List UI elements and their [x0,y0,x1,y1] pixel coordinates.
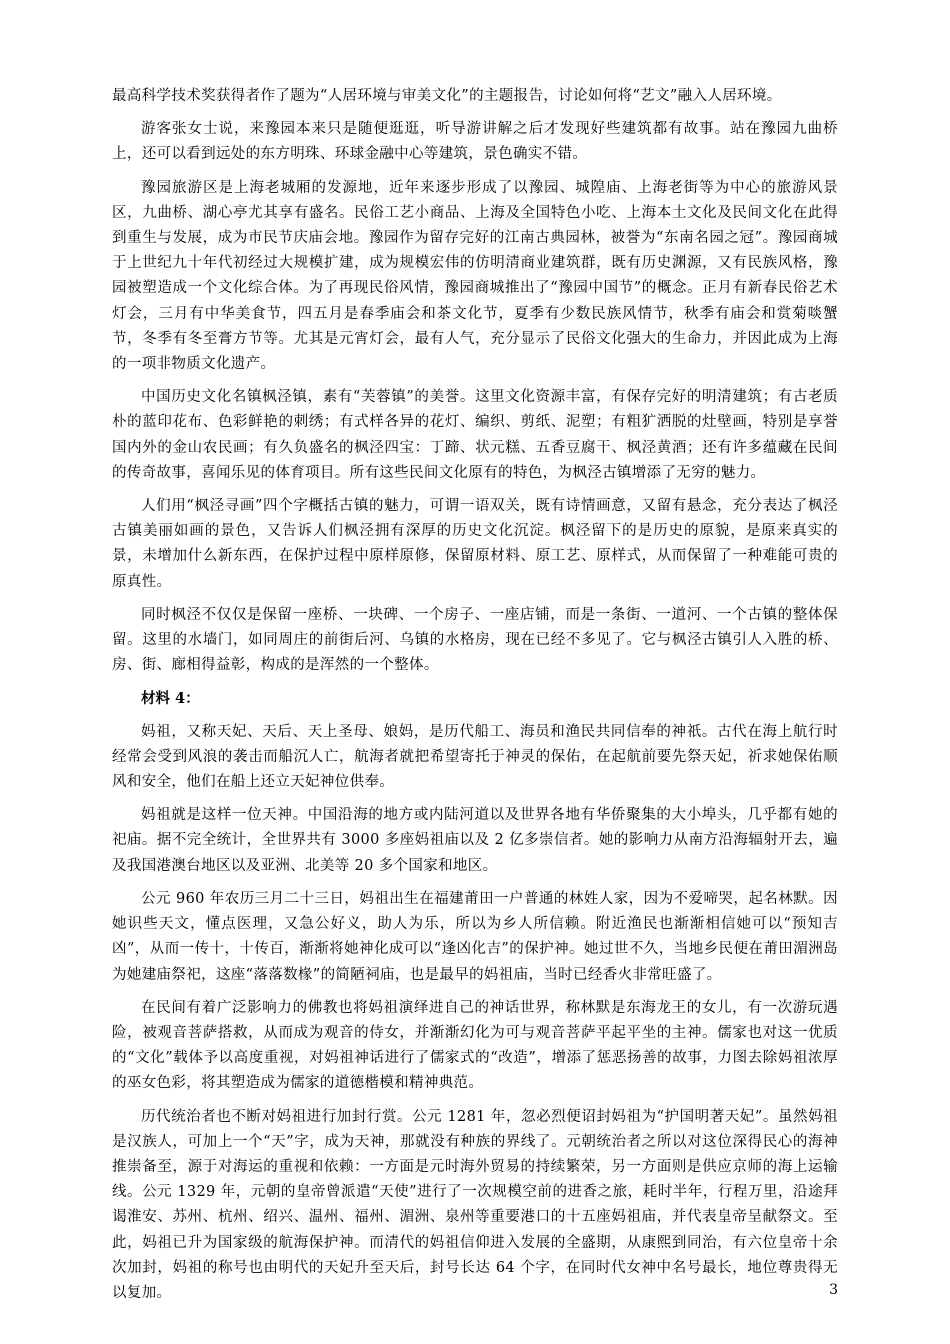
section-heading-material-4: 材料 4： [141,690,200,708]
paragraph-mazu-temples: 妈祖就是这样一位天神。中国沿海的地方或内陆河道以及世界各地有华侨聚集的大小埠头，几乎都有她的祀庙。据不完全统计，全世界共有 3000 多座妈祖庙以及 2 亿多崇信者。她的影响力从南方沿海辐射开去，遍及我国港澳台地区以及亚洲、北美等 20 多个国家和地区。 [112,807,838,874]
paragraph-fengjing-whole: 同时枫泾不仅仅是保留一座桥、一块碑、一个房子、一座店铺，而是一条街、一道河、一个古镇的整体保留。这里的水墙门，如同周庄的前街后河、乌镇的水格房，现在已经不多见了。它与枫泾古镇引人入胜的桥、房、街、廊相得益彰，构成的是浑然的一个整体。 [112,606,838,674]
paragraph-mazu-titles: 历代统治者也不断对妈祖进行加封行赏。公元 1281 年，忽必烈便诏封妈祖为“护国明著天妃”。虽然妈祖是汉族人，可加上一个“天”字，成为天神，那就没有种族的界线了。元朝统治者之所以对这位深得民心的海神推崇备至，源于对海运的重视和依赖：一方面是元时海外贸易的持续繁荣，另一方面则是供应京师的海上运输线。公元 1329 年，元朝的皇帝曾派遣“天使”进行了一次规模空前的进香之旅，耗时半年，行程万里，沿途拜谒淮安、苏州、杭州、绍兴、温州、福州、湄洲、泉州等重要港口的十五座妈祖庙，并代表皇帝呈献祭文。至此，妈祖已升为国家级的航海保护神。而清代的妈祖信仰进入发展的全盛期，从康熙到同治，有六位皇帝十余次加封，妈祖的称号也由明代的天妃升至天后，封号长达 64 个字，在同时代女神中名号最长，地位尊贵得无以复加。 [112,1108,838,1301]
paragraph-yuyuan-tourism: 豫园旅游区是上海老城厢的发源地，近年来逐步形成了以豫园、城隍庙、上海老街等为中心的旅游风景区，九曲桥、湖心亭尤其享有盛名。民俗工艺小商品、上海及全国特色小吃、上海本土文化及民间文化在此得到重生与发展，成为市民节庆庙会地。豫园作为留存完好的江南古典园林，被誉为“东南名园之冠”。豫园商城于上世纪九十年代初经过大规模扩建，成为规模宏伟的仿明清商业建筑群，既有历史渊源，又有民族风格，豫园被塑造成一个文化综合体。为了再现民俗风情，豫园商城推出了“豫园中国节”的概念。正月有新春民俗艺术灯会，三月有中华美食节，四五月是春季庙会和茶文化节，夏季有少数民族风情节，秋季有庙会和赏菊啖蟹节，冬季有冬至膏方节等。尤其是元宵灯会，最有人气，充分显示了民俗文化强大的生命力，并因此成为上海的一项非物质文化遗产。 [112,179,838,373]
paragraph-mazu-birth: 公元 960 年农历三月二十三日，妈祖出生在福建莆田一户普通的林姓人家，因为不爱啼哭，起名林默。因她识些天文，懂点医理，又急公好义，助人为乐，所以为乡人所信赖。附近渔民也渐渐相信她可以“预知吉凶”，从而一传十，十传百，渐渐将她神化成可以“逢凶化吉”的保护神。她过世不久，当地乡民便在莆田湄洲岛为她建庙祭祀，这座“落落数椽”的简陋祠庙，也是最早的妈祖庙，当时已经香火非常旺盛了。 [112,890,838,983]
paragraph-mazu-religion: 在民间有着广泛影响力的佛教也将妈祖演绎进自己的神话世界，称林默是东海龙王的女儿，有一次游玩遇险，被观音菩萨搭救，从而成为观音的侍女，并渐渐幻化为可与观音菩萨平起平坐的主神。儒家也对这一优质的“文化”载体予以高度重视，对妈祖神话进行了儒家式的“改造”，增添了惩恶扬善的故事，力图去除妈祖浓厚的巫女色彩，将其塑造成为儒家的道德楷模和精神典范。 [112,999,838,1092]
paragraph-fengjing-town: 中国历史文化名镇枫泾镇，素有“芙蓉镇”的美誉。这里文化资源丰富，有保存完好的明清建筑；有古老质朴的蓝印花布、色彩鲜艳的刺绣；有式样各异的花灯、编织、剪纸、泥塑；有粗犷洒脱的灶壁画，特别是享誉国内外的金山农民画；有久负盛名的枫泾四宝：丁蹄、状元糕、五香豆腐干、枫泾黄酒；还有许多蕴藏在民间的传奇故事，喜闻乐见的体育项目。所有这些民间文化原有的特色，为枫泾古镇增添了无穷的魅力。 [112,389,838,481]
paragraph-tourist-comment: 游客张女士说，来豫园本来只是随便逛逛，听导游讲解之后才发现好些建筑都有故事。站在豫园九曲桥上，还可以看到远处的东方明珠、环球金融中心等建筑，景色确实不错。 [112,121,838,163]
paragraph-mazu-intro: 妈祖，又称天妃、天后、天上圣母、娘妈，是历代船工、海员和渔民共同信奉的神祇。古代在海上航行时经常会受到风浪的袭击而船沉人亡，航海者就把希望寄托于神灵的保佑，在起航前要先祭天妃，祈求她保佑顺风和安全，他们在船上还立天妃神位供奉。 [112,723,838,791]
paragraph-fengjing-charm: 人们用“枫泾寻画”四个字概括古镇的魅力，可谓一语双关，既有诗情画意，又留有悬念，充分表达了枫泾古镇美丽如画的景色，又告诉人们枫泾拥有深厚的历史文化沉淀。枫泾留下的是历史的原貌，是原来真实的景，未增加什么新东西，在保护过程中原样原修，保留原材料、原工艺、原样式，从而保留了一种难能可贵的原真性。 [112,498,838,590]
paragraph-continued: 最高科学技术奖获得者作了题为“人居环境与审美文化”的主题报告，讨论如何将“艺文”融入人居环境。 [112,88,782,104]
document-body [112,84,838,1314]
page-number: 3 [829,1282,838,1298]
